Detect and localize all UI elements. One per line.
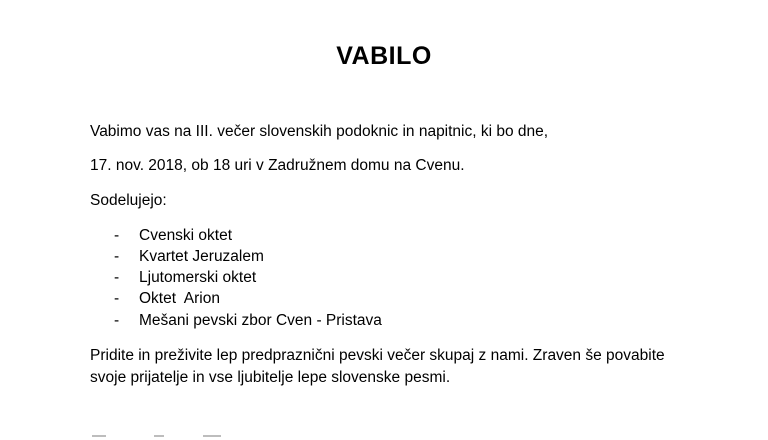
date-line: 17. nov. 2018, ob 18 uri v Zadružnem domu na Cvenu. — [90, 157, 465, 174]
closing-line-2: svoje prijatelje in vse ljubitelje lepe slovenske pesmi. — [90, 369, 451, 386]
page-title: VABILO — [336, 42, 432, 70]
participant-name: Cvenski oktet — [139, 227, 233, 244]
scan-artifact — [154, 435, 164, 437]
list-marker: - — [114, 312, 120, 329]
list-marker: - — [114, 227, 120, 244]
scan-artifact — [203, 435, 221, 437]
scan-artifact — [92, 435, 106, 437]
participant-name: Oktet Arion — [139, 290, 220, 307]
participant-name: Kvartet Jeruzalem — [139, 248, 264, 265]
list-marker: - — [114, 290, 120, 307]
list-marker: - — [114, 248, 120, 265]
intro-line: Vabimo vas na III. večer slovenskih podoknic in napitnic, ki bo dne, — [90, 123, 549, 140]
list-marker: - — [114, 269, 120, 286]
participant-name: Ljutomerski oktet — [139, 269, 257, 286]
participant-name: Mešani pevski zbor Cven - Pristava — [139, 312, 382, 329]
participants-heading: Sodelujejo: — [90, 192, 167, 209]
closing-line-1: Pridite in preživite lep predpraznični pevski večer skupaj z nami. Zraven še povabite — [90, 347, 665, 364]
